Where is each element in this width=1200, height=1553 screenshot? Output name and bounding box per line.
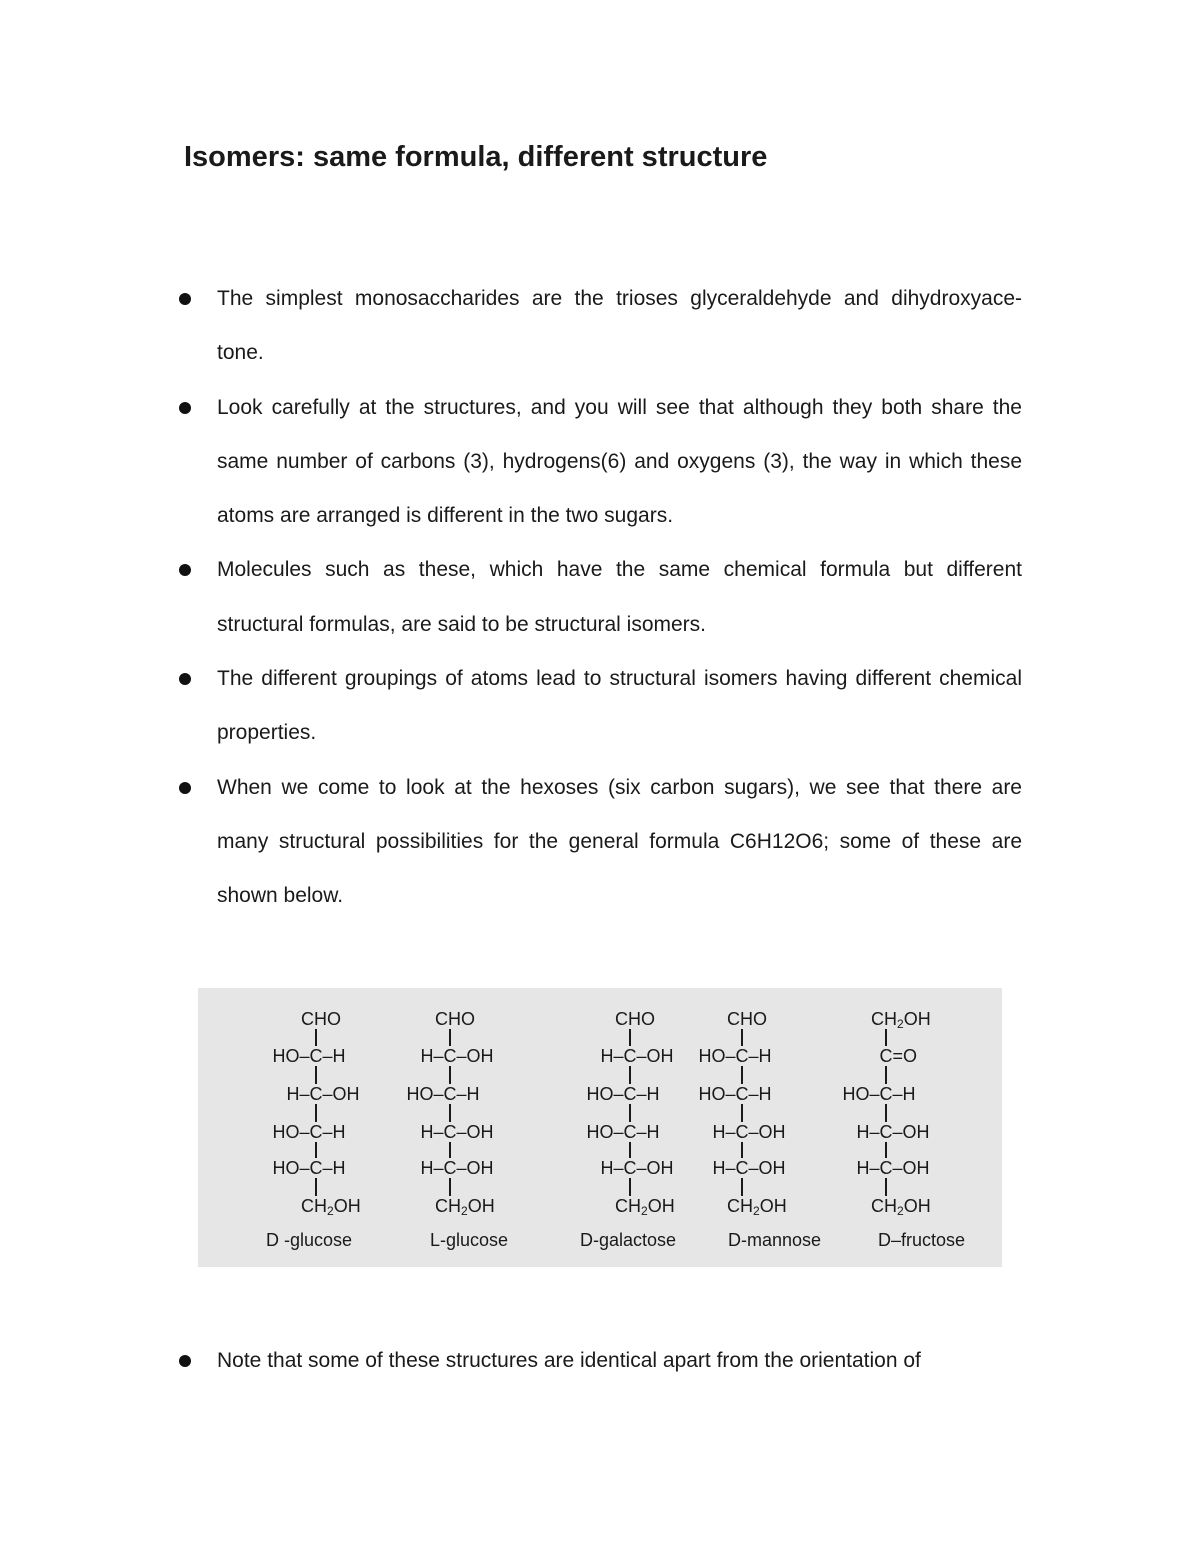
bullet-list [178,272,1022,924]
sugar-name: D–fructose [878,1230,966,1250]
bond-line [741,1142,743,1158]
carbon-row: H–C–OH [856,1158,930,1178]
top-group: CHO [615,1009,655,1029]
sugar-name: D-galactose [580,1230,677,1250]
bond-line [315,1104,317,1122]
bond-line [741,1104,743,1122]
bond-line [741,1178,743,1196]
carbon-row: HO–C–H [272,1046,346,1066]
bullet-text: When we come to look at the hexoses (six carbon sugars), we see that there are many structural possibilities for the general formula C6H12O6; some of these are shown below. [217,775,1022,908]
bullet-dot-icon [179,673,191,685]
fischer-structure [538,988,698,1267]
bullet-text: Look carefully at the structures, and you will see that although they both share the same number of carbons (3), hydrogens(6) and oxygens (3), the way in which these atoms are arranged is different in the two sugars. [217,395,1022,528]
carbon-row: HO–C–H [272,1158,346,1178]
bullet-dot-icon [179,293,191,305]
bullet-text: Molecules such as these, which have the same chemical formula but different structural formulas, are said to be structural isomers. [217,558,1022,636]
bond-line [629,1029,631,1046]
bond-line [629,1178,631,1196]
bullet-item [178,761,1022,924]
fischer-structure [828,988,988,1267]
bottom-group: $CH_2OH$ [871,1196,931,1218]
sugar-name: L-glucose [430,1230,509,1250]
bottom-group: $CH_2OH$ [301,1196,361,1218]
bullet-text: The different groupings of atoms lead to structural isomers having different chemical properties. [217,667,1022,745]
bond-line [885,1142,887,1158]
fischer-structure [684,988,844,1267]
carbon-row: HO–C–H [586,1122,660,1142]
carbon-row: H–C–OH [712,1122,786,1142]
carbon-row: H–C–OH [420,1046,494,1066]
carbon-row: HO–C–H [272,1122,346,1142]
bond-line [741,1066,743,1084]
bond-line [315,1142,317,1158]
bond-line [885,1029,887,1046]
page-title: Isomers: same formula, different structure [184,141,768,173]
bond-line [629,1142,631,1158]
bullet-text: The simplest monosaccharides are the trioses glyceraldehyde and dihydroxyace- tone. [217,287,1022,365]
carbon-row: H–C–OH [600,1158,674,1178]
bullet-item [178,272,1022,381]
bond-line [315,1066,317,1084]
top-group: $CH_2OH$ [871,1009,931,1031]
top-group: CHO [727,1009,767,1029]
hexose-structures-figure [198,988,1002,1267]
bullet-text: Note that some of these structures are identical apart from the orientation of [217,1349,921,1372]
bullet-dot-icon [179,782,191,794]
bullet-item [178,381,1022,544]
sugar-name: D-mannose [728,1230,822,1250]
carbon-row: HO–C–H [698,1084,772,1104]
carbon-row: HO–C–H [586,1084,660,1104]
carbon-row: H–C–OH [856,1122,930,1142]
carbon-row: H–C–OH [712,1158,786,1178]
bond-line [315,1029,317,1046]
bullet-dot-icon [179,1355,191,1367]
sugar-name: D -glucose [266,1230,353,1250]
bullet-list-continued [178,1334,1022,1388]
bullet-item [178,1334,1022,1388]
bond-line [449,1066,451,1084]
carbon-row: H–C–OH [420,1158,494,1178]
bottom-group: $CH_2OH$ [435,1196,495,1218]
fischer-structure [388,988,548,1267]
carbon-row: HO–C–H [842,1084,916,1104]
bottom-group: $CH_2OH$ [727,1196,787,1218]
top-group: CHO [301,1009,341,1029]
top-group: CHO [435,1009,475,1029]
bond-line [449,1142,451,1158]
carbon-row: H–C–OH [286,1084,360,1104]
bond-line [885,1178,887,1196]
bond-line [315,1178,317,1196]
bullet-item [178,543,1022,652]
bond-line [885,1104,887,1122]
bond-line [629,1104,631,1122]
bottom-group: $CH_2OH$ [615,1196,675,1218]
carbon-row: C=O [879,1046,918,1066]
fischer-structure [226,988,386,1267]
bond-line [449,1178,451,1196]
carbon-row: H–C–OH [600,1046,674,1066]
bond-line [741,1029,743,1046]
bullet-item [178,652,1022,761]
carbon-row: H–C–OH [420,1122,494,1142]
bond-line [449,1104,451,1122]
bond-line [449,1029,451,1046]
bond-line [885,1066,887,1084]
bond-line [629,1066,631,1084]
carbon-row: HO–C–H [698,1046,772,1066]
bullet-dot-icon [179,402,191,414]
carbon-row: HO–C–H [406,1084,480,1104]
bullet-dot-icon [179,564,191,576]
